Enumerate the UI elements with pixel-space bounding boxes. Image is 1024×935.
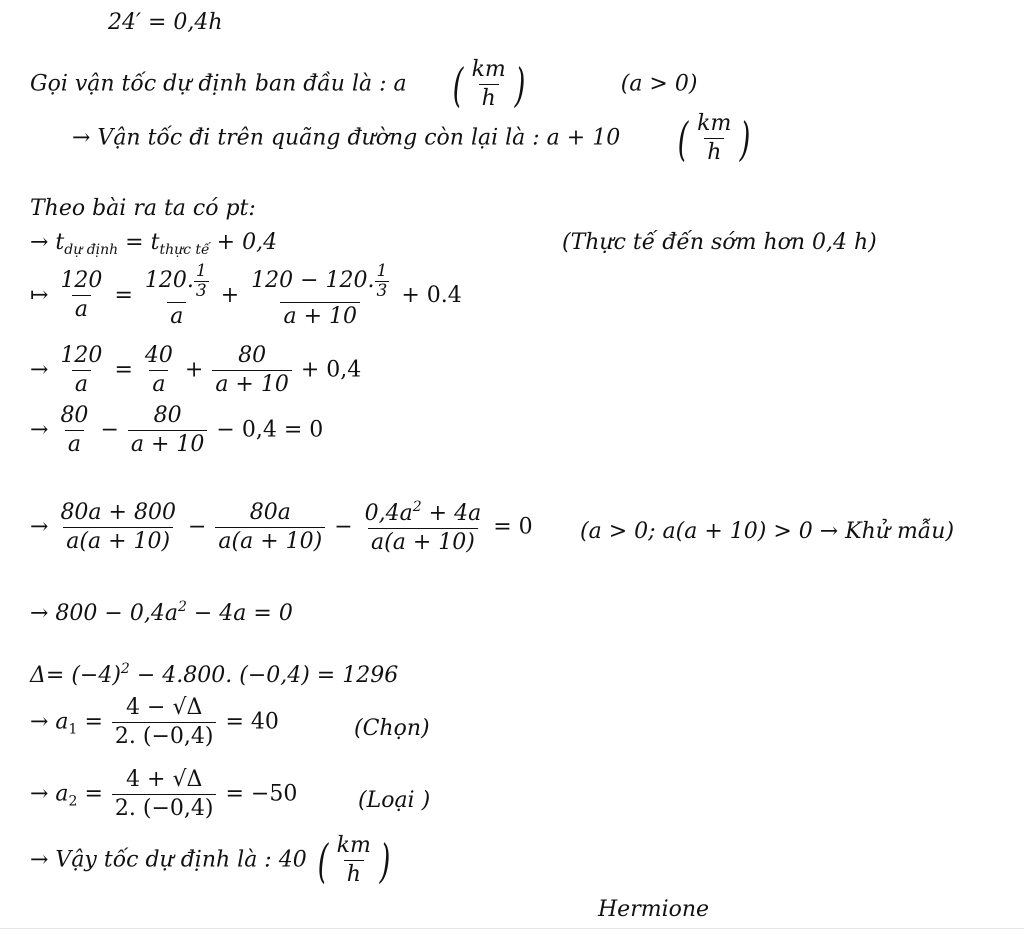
quadratic-equation: → $800 - 0,4a^2 - 4a = 0$ bbox=[30, 599, 293, 626]
unit-fraction: $\frac{km}{h}$ bbox=[471, 57, 506, 112]
assumption-text: Gọi vận tốc dự định ban đầu là : a bbox=[30, 71, 407, 97]
equation-2: → $\frac{120}{a}$ = $\frac{40}{a}$ + $\frac{80}{a + 10}$ + 0,4 bbox=[30, 343, 362, 398]
unit-fraction: $\frac{km}{h}$ bbox=[336, 833, 371, 888]
condition: (a > 0) bbox=[620, 71, 698, 97]
assumption-line: Gọi vận tốc dự định ban đầu là : a ( $\frac{km}{h}$ ) (a > 0) bbox=[30, 57, 698, 112]
equation-3: → $\frac{80}{a}$ − $\frac{80}{a + 10}$ − 0,4 = 0 bbox=[30, 403, 324, 458]
time-note: (Thực tế đến sớm hơn 0,4 h) bbox=[562, 230, 877, 255]
conclusion: → Vậy tốc dự định là : 40 ( $\frac{km}{h}$ ) bbox=[30, 833, 391, 888]
root-2: → $a_2$ = $\frac{4 + √\Delta}{2. (-0,4)}$ = −50 bbox=[30, 767, 298, 822]
time-conversion: 24′ = 0,4h bbox=[108, 10, 223, 35]
denominator-note: (a > 0; a(a + 10) > 0 → Khử mẫu) bbox=[580, 519, 955, 544]
page-divider bbox=[0, 928, 1024, 929]
equation-intro: Theo bài ra ta có pt: bbox=[30, 196, 256, 221]
root-2-note: (Loại ) bbox=[358, 788, 431, 813]
root-1: → $a_1$ = $\frac{4 - √\Delta}{2. (-0,4)}$ = 40 bbox=[30, 695, 279, 750]
time-equation: → $t_{dự định} = t_{thực tế} + 0,4$ bbox=[30, 230, 278, 258]
equation-4: → $\frac{80a + 800}{a(a + 10)}$ − $\frac{80a}{a(a + 10)}$ − $\frac{0,4a^2 + 4a}{a(a + 10)}$ = 0 bbox=[30, 499, 533, 556]
root-1-note: (Chọn) bbox=[354, 716, 430, 741]
equation-1: ↦ $\frac{120}{a}$ = 120. $\frac{1}{3}$ a + 120 − 120. $\frac{1}{3}$ a + 10 + 0.4 bbox=[30, 261, 462, 330]
discriminant: $\Delta= (-4)^2 - 4.800$. (−0,4) = 1296 bbox=[30, 661, 399, 688]
remaining-speed-line: → Vận tốc đi trên quãng đường còn lại là : a + 10 ( $\frac{km}{h}$ ) bbox=[72, 111, 751, 166]
signature: Hermione bbox=[598, 897, 710, 922]
unit-fraction: $\frac{km}{h}$ bbox=[697, 111, 732, 166]
